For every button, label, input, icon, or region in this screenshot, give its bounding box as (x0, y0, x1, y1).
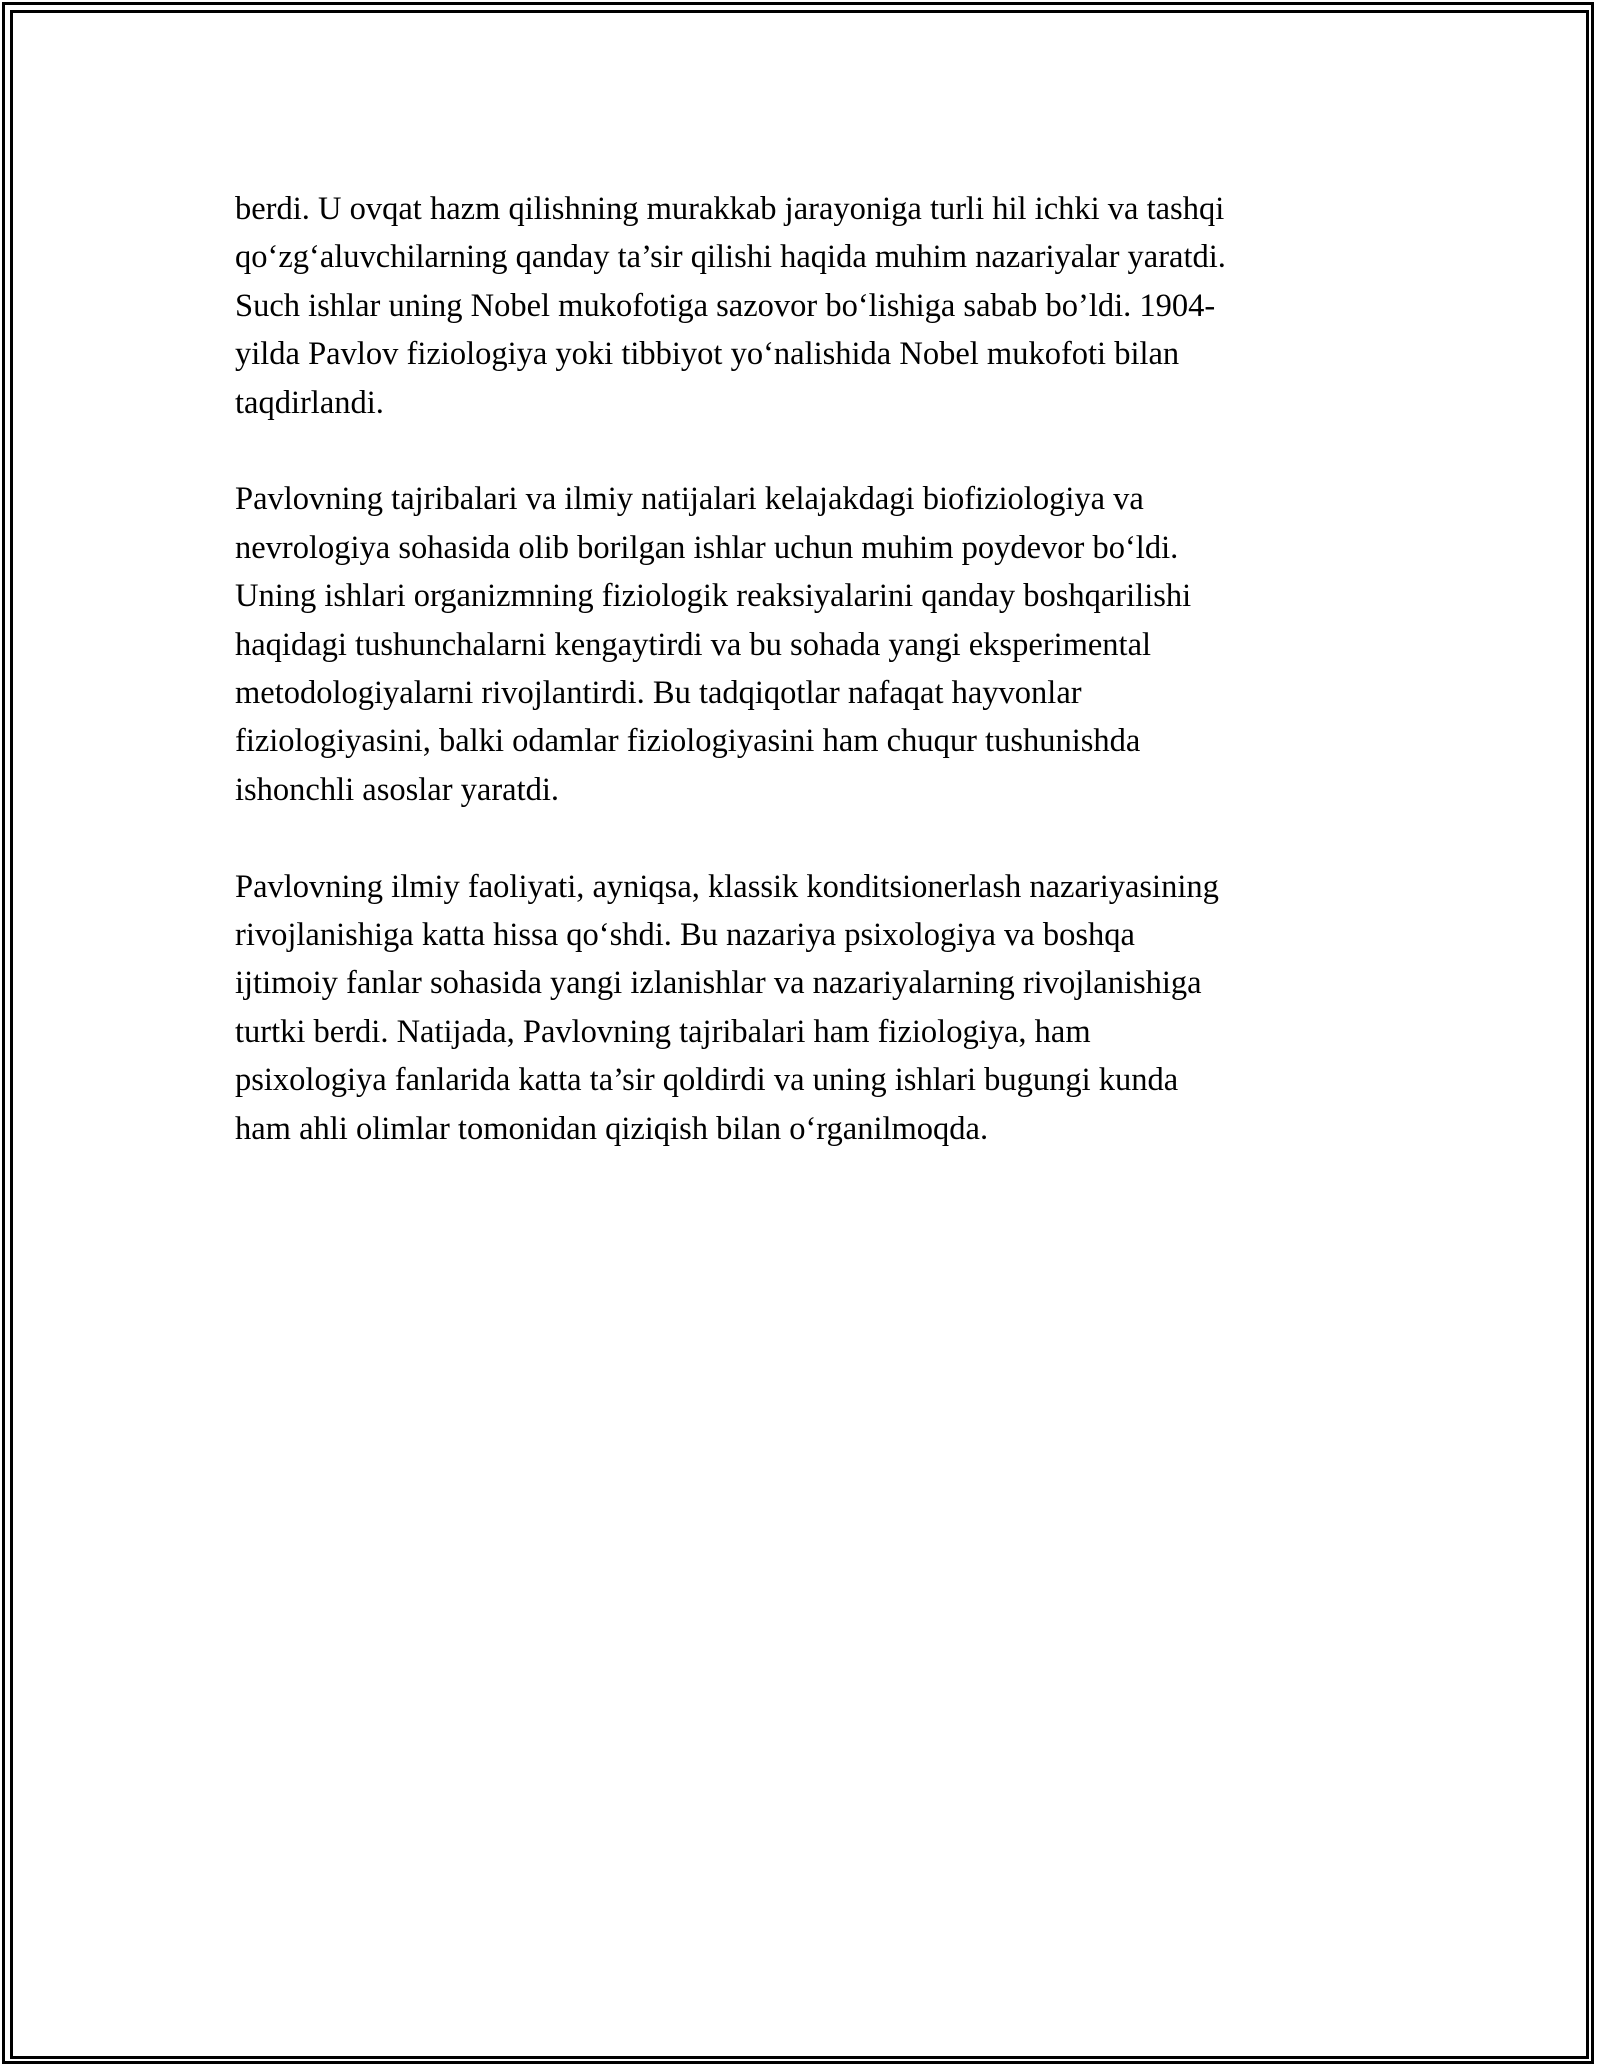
text-line: Pavlovning ilmiy faoliyati, ayniqsa, klassik konditsionerlash nazariyasining (235, 868, 1219, 905)
text-line: Pavlovning tajribalari va ilmiy natijalari kelajakdagi biofiziologiya va (235, 481, 1144, 518)
text-line: ijtimoiy fanlar sohasida yangi izlanishlar va nazariyalarning rivojlanishiga (235, 965, 1202, 1002)
text-line: turtki berdi. Natijada, Pavlovning tajribalari ham fiziologiya, ham (235, 1013, 1091, 1050)
paragraph-3 (235, 863, 1365, 1153)
text-line: qo‘zg‘aluvchilarning qanday ta’sir qilishi haqida muhim nazariyalar yaratdi. (235, 239, 1226, 276)
paragraph-2 (235, 475, 1365, 814)
text-line: fiziologiyasini, balki odamlar fiziologiyasini ham chuqur tushunishda (235, 723, 1141, 760)
text-line: Such ishlar uning Nobel mukofotiga sazovor bo‘lishiga sabab bo’ldi. 1904- (235, 287, 1216, 324)
text-line: metodologiyalarni rivojlantirdi. Bu tadqiqotlar nafaqat hayvonlar (235, 675, 1082, 712)
text-line: nevrologiya sohasida olib borilgan ishlar uchun muhim poydevor bo‘ldi. (235, 529, 1179, 566)
text-line: Uning ishlari organizmning fiziologik reaksiyalarini qanday boshqarilishi (235, 578, 1192, 615)
paragraph-1 (235, 185, 1365, 427)
document-body (235, 185, 1365, 1153)
text-line: ishonchli asoslar yaratdi. (235, 771, 560, 808)
text-line: berdi. U ovqat hazm qilishning murakkab jarayoniga turli hil ichki va tashqi (235, 191, 1225, 227)
text-line: haqidagi tushunchalarni kengaytirdi va bu sohada yangi eksperimental (235, 626, 1152, 663)
text-line: psixologiya fanlarida katta ta’sir qoldirdi va uning ishlari bugungi kunda (235, 1062, 1179, 1099)
text-line: rivojlanishiga katta hissa qo‘shdi. Bu nazariya psixologiya va boshqa (235, 917, 1135, 954)
text-line: ham ahli olimlar tomonidan qiziqish bilan o‘rganilmoqda. (235, 1110, 989, 1147)
text-line: taqdirlandi. (235, 384, 384, 421)
text-line: yilda Pavlov fiziologiya yoki tibbiyot yo‘nalishida Nobel mukofoti bilan (235, 336, 1180, 373)
